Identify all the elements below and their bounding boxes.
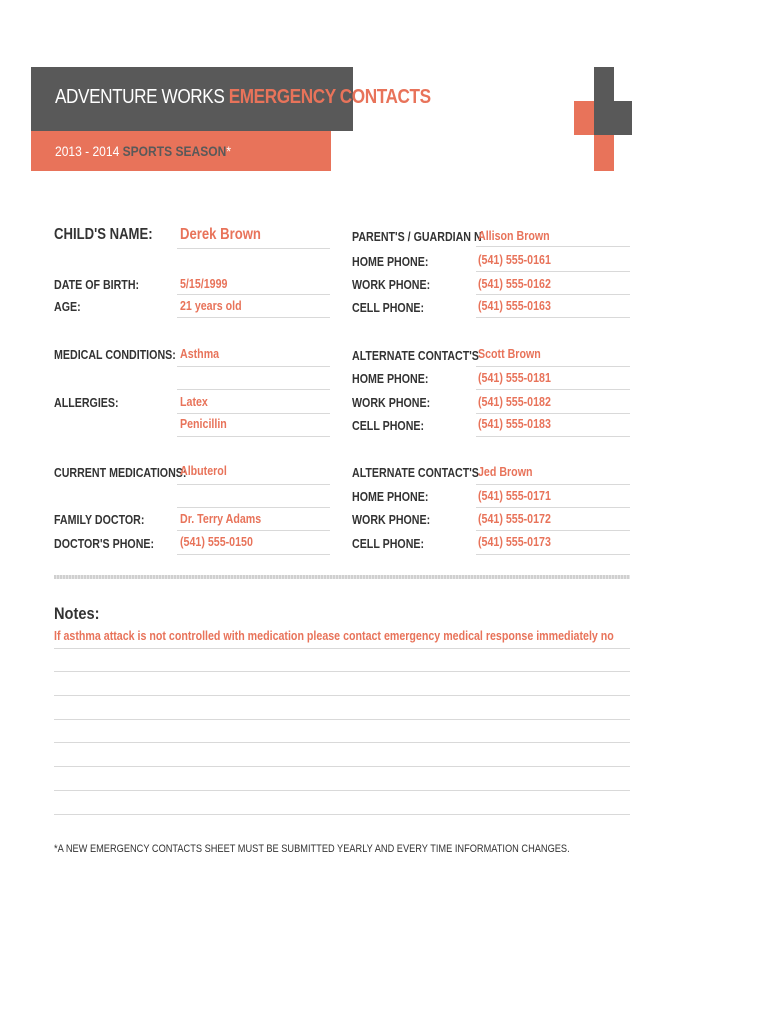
- title-main: ADVENTURE WORKS: [55, 86, 229, 108]
- medical-conditions-value[interactable]: Asthma: [180, 346, 220, 361]
- field-underline: [476, 436, 630, 437]
- alternate-contact-1-name[interactable]: Scott Brown: [478, 346, 541, 361]
- family-doctor-value[interactable]: Dr. Terry Adams: [180, 511, 262, 526]
- guardian-name-label: PARENT'S / GUARDIAN N: [352, 229, 482, 244]
- age-label: AGE:: [54, 299, 81, 314]
- season-label: SPORTS SEASON: [122, 143, 227, 159]
- guardian-home-label: HOME PHONE:: [352, 254, 429, 269]
- notes-line: [54, 719, 630, 720]
- medical-conditions-label: MEDICAL CONDITIONS:: [54, 347, 176, 362]
- field-underline: [177, 248, 330, 249]
- field-underline: [177, 294, 330, 295]
- season-years: 2013 - 2014: [55, 143, 123, 159]
- dob-value[interactable]: 5/15/1999: [180, 276, 228, 291]
- field-underline: [177, 413, 330, 414]
- guardian-cell-label: CELL PHONE:: [352, 300, 425, 315]
- notes-line: [54, 790, 630, 791]
- age-value[interactable]: 21 years old: [180, 298, 242, 313]
- section-divider: [54, 575, 630, 579]
- field-underline: [476, 413, 630, 414]
- family-doctor-label: FAMILY DOCTOR:: [54, 512, 145, 527]
- notes-line: [54, 814, 630, 815]
- alternate-1-work-value[interactable]: (541) 555-0182: [478, 394, 551, 409]
- guardian-work-value[interactable]: (541) 555-0162: [478, 276, 551, 291]
- field-underline: [177, 366, 330, 367]
- field-underline: [476, 554, 630, 555]
- alternate-2-work-label: WORK PHONE:: [352, 512, 431, 527]
- dob-label: DATE OF BIRTH:: [54, 277, 140, 292]
- doctors-phone-value[interactable]: (541) 555-0150: [180, 534, 253, 549]
- field-underline: [177, 436, 330, 437]
- field-underline: [476, 317, 630, 318]
- field-underline: [476, 271, 630, 272]
- season-asterisk: *: [226, 143, 232, 159]
- field-underline: [476, 530, 630, 531]
- notes-line: [54, 648, 630, 649]
- alternate-contact-1-label: ALTERNATE CONTACT'S: [352, 348, 479, 363]
- page-title: [55, 86, 431, 109]
- field-underline: [177, 530, 330, 531]
- notes-field[interactable]: [54, 626, 630, 648]
- allergy-item[interactable]: Penicillin: [180, 416, 227, 431]
- title-accent: EMERGENCY CONTACTS: [228, 86, 431, 108]
- alternate-2-home-value[interactable]: (541) 555-0171: [478, 488, 551, 503]
- notes-line: [54, 671, 630, 672]
- allergy-item[interactable]: Latex: [180, 394, 208, 409]
- notes-label: Notes:: [54, 604, 100, 623]
- notes-line: [54, 766, 630, 767]
- alternate-contact-2-name[interactable]: Jed Brown: [478, 464, 533, 479]
- field-underline: [476, 507, 630, 508]
- field-underline: [476, 294, 630, 295]
- field-underline: [177, 317, 330, 318]
- current-medications-value[interactable]: Albuterol: [180, 463, 227, 478]
- field-underline: [177, 484, 330, 485]
- alternate-2-cell-value[interactable]: (541) 555-0173: [478, 534, 551, 549]
- alternate-1-home-value[interactable]: (541) 555-0181: [478, 370, 551, 385]
- guardian-name-value[interactable]: Allison Brown: [478, 228, 550, 243]
- field-underline: [476, 246, 630, 247]
- allergies-label: ALLERGIES:: [54, 395, 119, 410]
- field-underline: [177, 507, 330, 508]
- field-underline: [177, 554, 330, 555]
- childs-name-value[interactable]: Derek Brown: [180, 226, 261, 243]
- notes-text: If asthma attack is not controlled with medication please contact emergency medical response immediately no: [54, 628, 614, 643]
- alternate-1-cell-label: CELL PHONE:: [352, 418, 425, 433]
- guardian-cell-value[interactable]: (541) 555-0163: [478, 298, 551, 313]
- field-underline: [476, 366, 630, 367]
- footnote: *A NEW EMERGENCY CONTACTS SHEET MUST BE SUBMITTED YEARLY AND EVERY TIME INFORMATION CHANGES.: [54, 843, 570, 855]
- notes-line: [54, 742, 630, 743]
- alternate-1-work-label: WORK PHONE:: [352, 395, 431, 410]
- guardian-work-label: WORK PHONE:: [352, 277, 431, 292]
- doctors-phone-label: DOCTOR'S PHONE:: [54, 536, 155, 551]
- field-underline: [177, 389, 330, 390]
- alternate-1-home-label: HOME PHONE:: [352, 371, 429, 386]
- field-underline: [476, 389, 630, 390]
- alternate-2-cell-label: CELL PHONE:: [352, 536, 425, 551]
- notes-line: [54, 695, 630, 696]
- guardian-home-value[interactable]: (541) 555-0161: [478, 252, 551, 267]
- season-subtitle: [55, 143, 231, 159]
- alternate-contact-2-label: ALTERNATE CONTACT'S: [352, 465, 479, 480]
- childs-name-label: CHILD'S NAME:: [54, 226, 153, 243]
- alternate-2-home-label: HOME PHONE:: [352, 489, 429, 504]
- alternate-1-cell-value[interactable]: (541) 555-0183: [478, 416, 551, 431]
- alternate-2-work-value[interactable]: (541) 555-0172: [478, 511, 551, 526]
- current-medications-label: CURRENT MEDICATIONS:: [54, 465, 187, 480]
- field-underline: [476, 484, 630, 485]
